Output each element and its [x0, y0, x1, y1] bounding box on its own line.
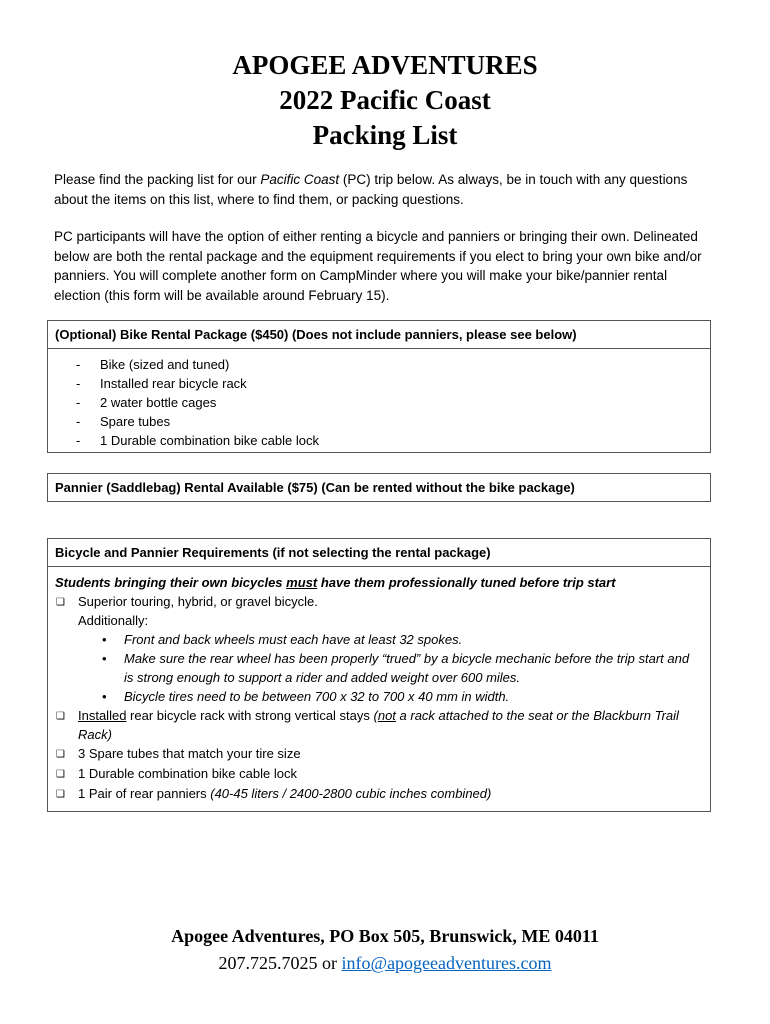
requirements-body — [48, 566, 710, 812]
list-item: - Installed rear bicycle rack — [76, 376, 247, 391]
wheel-requirements — [78, 630, 702, 706]
list-item: • Make sure the rear wheel has been properly “trued” by a bicycle mechanic before the trip start and is strong enough to support a rider and added weight over 600 miles. — [102, 651, 690, 685]
requirements-checklist — [48, 592, 710, 804]
trip-title: 2022 Pacific Coast — [279, 85, 491, 115]
pannier-rental-title: Pannier (Saddlebag) Rental Available ($75) (Can be rented without the bike package) — [55, 480, 575, 495]
pannier-rental-box — [47, 473, 711, 502]
list-item: - Spare tubes — [76, 414, 171, 429]
checklist-item: ❑ 3 Spare tubes that match your tire size — [56, 744, 702, 764]
phone-number: 207.725.7025 or — [218, 953, 342, 973]
bullet-icon: • — [102, 632, 107, 647]
requirements-box — [47, 538, 711, 812]
checkbox-icon: ❑ — [56, 749, 65, 760]
checkbox-icon: ❑ — [56, 711, 65, 722]
mailing-address: Apogee Adventures, PO Box 505, Brunswick, ME 04011 — [171, 926, 599, 946]
contact-footer — [0, 922, 770, 976]
checklist-item: ❑ 1 Durable combination bike cable lock — [56, 764, 702, 784]
checkbox-icon: ❑ — [56, 597, 65, 608]
company-title: APOGEE ADVENTURES — [232, 50, 538, 80]
checkbox-icon: ❑ — [56, 769, 65, 780]
checklist-item: ❑ 1 Pair of rear panniers (40-45 liters / 2400-2800 cubic inches combined) — [56, 784, 702, 804]
list-item: - 2 water bottle cages — [76, 395, 217, 410]
checklist-item: ❑ Superior touring, hybrid, or gravel bicycle. Additionally: • Front and back wheels must each have at least 32 spokes. • Make sure the rear wheel has been properly “trued” by a bicycle mechanic before the trip start and is strong enough to support a rider and added weight over 600 miles. • Bicycle tires need to be between 700 x 32 to 700 x 40 mm in width. — [56, 592, 702, 706]
bike-rental-package-box — [47, 320, 711, 453]
checklist-item: ❑ Installed rear bicycle rack with strong vertical stays (not a rack attached to the seat or the Blackburn Trail Rack) — [56, 708, 679, 742]
bike-rental-body — [48, 348, 710, 458]
bike-rental-title: (Optional) Bike Rental Package ($450) (Does not include panniers, please see below) — [55, 327, 577, 342]
bullet-icon: • — [102, 689, 107, 704]
list-item: • Front and back wheels must each have at least 32 spokes. — [102, 632, 463, 647]
bike-rental-items — [48, 355, 710, 450]
contact-line — [0, 950, 770, 976]
requirements-title: Bicycle and Pannier Requirements (if not selecting the rental package) — [55, 545, 491, 560]
list-item: • Bicycle tires need to be between 700 x 32 to 700 x 40 mm in width. — [102, 689, 510, 704]
intro-paragraph-2: PC participants will have the option of either renting a bicycle and panniers or bringing their own. Delineated below are both the rental package and the equipment requirements if you elect to bring your own bike and/or panniers. You will complete another form on CampMinder where you will make your bike/pannier rental election (this form will be available around February 15). — [54, 229, 702, 303]
list-item: - Bike (sized and tuned) — [76, 357, 230, 372]
trip-name-emphasis: Pacific Coast — [260, 172, 340, 187]
intro-paragraph-1: Please find the packing list for our Pacific Coast (PC) trip below. As always, be in touch with any questions about the items on this list, where to find them, or packing questions. — [54, 172, 688, 207]
list-item: - 1 Durable combination bike cable lock — [76, 433, 319, 448]
list-title: Packing List — [312, 120, 458, 150]
bullet-icon: • — [102, 651, 107, 666]
additionally-label: Additionally: — [78, 613, 149, 628]
tuning-note: Students bringing their own bicycles must have them professionally tuned before trip start — [55, 575, 616, 590]
document-header — [0, 48, 770, 153]
email-link[interactable]: info@apogeeadventures.com — [341, 953, 552, 973]
checkbox-icon: ❑ — [56, 789, 65, 800]
